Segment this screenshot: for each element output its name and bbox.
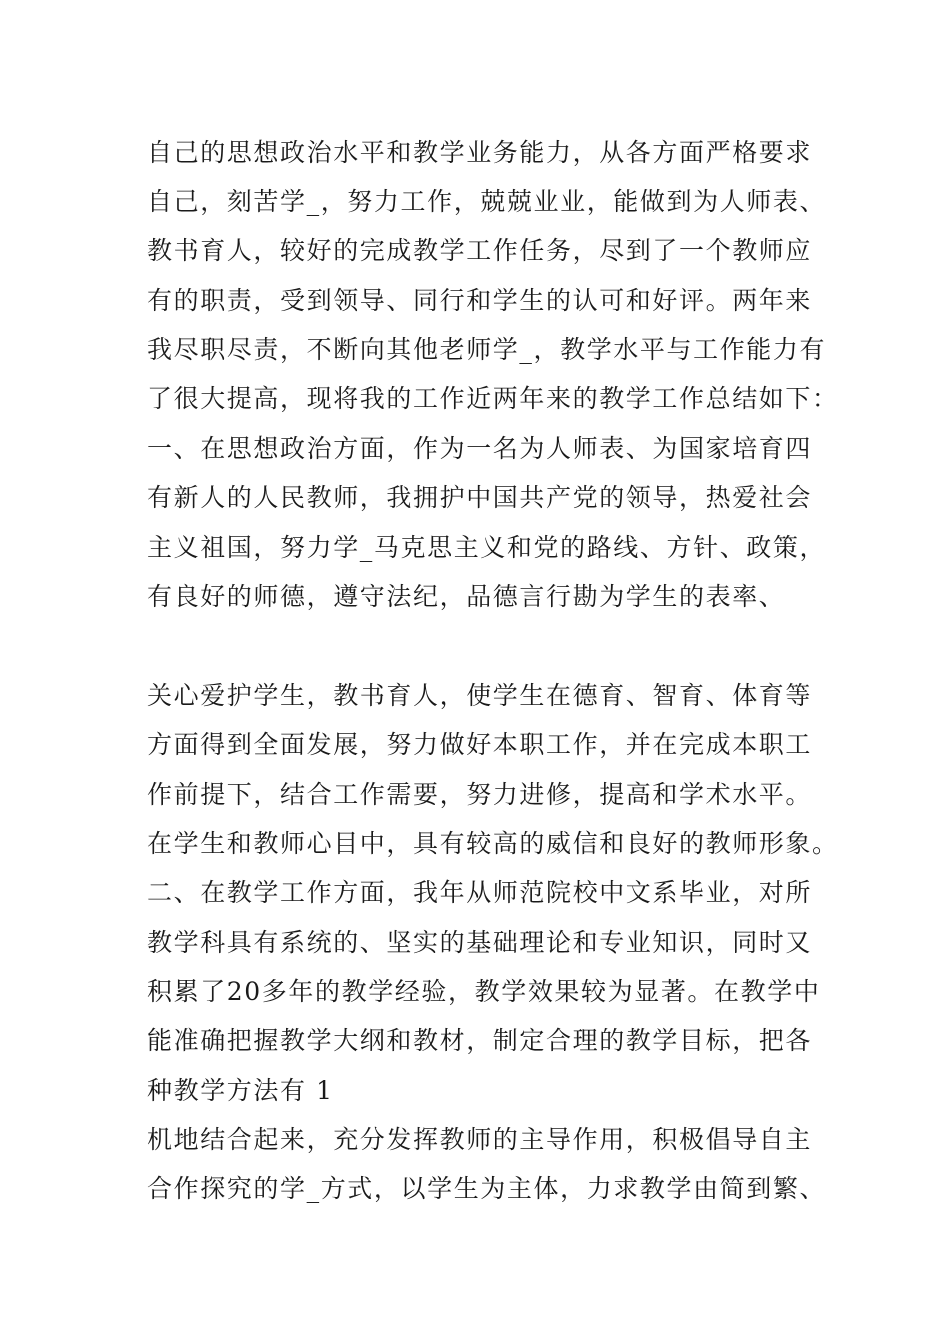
text-line: 积累了20多年的教学经验，教学效果较为显著。在教学中: [147, 977, 821, 1006]
text-line: 方面得到全面发展，努力做好本职工作，并在完成本职工: [147, 730, 813, 759]
text-line: 了很大提高，现将我的工作近两年来的教学工作总结如下：: [147, 384, 839, 413]
text-line: 作前提下，结合工作需要，努力进修，提高和学术水平。: [147, 780, 813, 809]
text-line: 合作探究的学_方式，以学生为主体，力求教学由简到繁、: [147, 1174, 827, 1203]
text-line: 我尽职尽责，不断向其他老师学_，教学水平与工作能力有: [147, 335, 827, 364]
text-line: 关心爱护学生，教书育人，使学生在德育、智育、体育等: [147, 681, 813, 710]
text-line: 有的职责，受到领导、同行和学生的认可和好评。两年来: [147, 286, 813, 315]
text-line: 机地结合起来，充分发挥教师的主导作用，积极倡导自主: [147, 1125, 813, 1154]
text-line: 种教学方法有 1: [147, 1076, 334, 1105]
text-line: 二、在教学工作方面，我年从师范院校中文系毕业，对所: [147, 878, 813, 907]
text-line: 教书育人，较好的完成教学工作任务，尽到了一个教师应: [147, 236, 813, 265]
text-line: 有新人的人民教师，我拥护中国共产党的领导，热爱社会: [147, 483, 813, 512]
text-line: 能准确把握教学大纲和教材，制定合理的教学目标，把各: [147, 1026, 813, 1055]
text-line: 自己，刻苦学_，努力工作，兢兢业业，能做到为人师表、: [147, 187, 827, 216]
text-line: 一、在思想政治方面，作为一名为人师表、为国家培育四: [147, 434, 813, 463]
text-line: 主义祖国，努力学_马克思主义和党的路线、方针、政策，: [147, 533, 827, 562]
text-line: 自己的思想政治水平和教学业务能力，从各方面严格要求: [147, 138, 813, 167]
text-line: 有良好的师德，遵守法纪，品德言行勘为学生的表率、: [147, 582, 786, 611]
text-line: 教学科具有系统的、坚实的基础理论和专业知识，同时又: [147, 928, 813, 957]
text-line: 在学生和教师心目中，具有较高的威信和良好的教师形象。: [147, 829, 839, 858]
